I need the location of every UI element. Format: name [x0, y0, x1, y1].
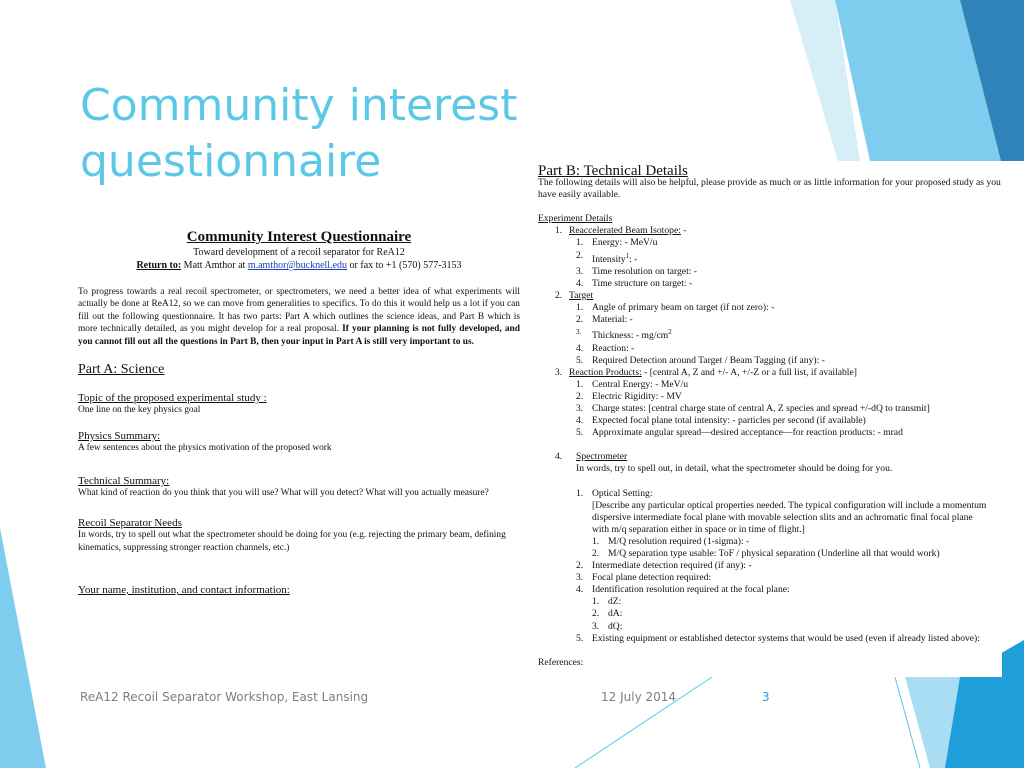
part-b-heading: Part B: Technical Details [538, 163, 688, 179]
list-item-reaction-products: 3. Reaction Products: - [central A, Z and +/- A, +/-Z or a full list, if available] [555, 366, 857, 378]
references-label: References: [538, 656, 584, 668]
list-item-focal-intensity: 4. Expected focal plane total intensity: - particles per second (if available) [576, 415, 866, 427]
spectrometer-intro: In words, try to spell out, in detail, what the spectrometer should be doing for you. [576, 463, 893, 475]
questionnaire-subtitle: Toward development of a recoil separator for ReA12 [193, 247, 405, 258]
list-item-energy: 1. Energy: - MeV/u [576, 237, 658, 249]
list-item-angular-spread: 5. Approximate angular spread—desired acceptance—for reaction products: - mrad [576, 427, 903, 439]
intro-text: To progress towards a real recoil spectrometer, or spectrometers, we need a better idea of what experiments will actually be done at ReA12, so we can move from generalities to specifics. To do this it would help us a lot if you can fill out the following questionnaire. It has two parts: Part A which outlines the science ideas, and Part B which is more technically detailed, as you might develop for a real proposal. [78, 287, 520, 335]
section-topic [78, 392, 520, 416]
left-wedge [0, 528, 46, 768]
fax-text: or fax to +1 (570) 577-3153 [347, 260, 462, 271]
list-item-mq-separation: 2. M/Q separation type usable: ToF / physical separation (Underline all that would work) [592, 548, 940, 559]
intro-paragraph [78, 286, 520, 348]
section-text: One line on the key physics goal [78, 405, 201, 416]
list-item-reaction: 4. Reaction: - [576, 342, 635, 354]
footer-date: 12 July 2014 [601, 690, 677, 704]
section-text: What kind of reaction do you think that you will use? What will you detect? What will you actually measure? [78, 487, 489, 498]
list-item-central-energy: 1. Central Energy: - MeV/u [576, 378, 689, 390]
footer-event: ReA12 Recoil Separator Workshop, East Lansing [80, 690, 369, 704]
section-heading: Recoil Separator Needs [78, 517, 182, 530]
list-item-identification-resolution: 4. Identification resolution required at the focal plane: [576, 584, 790, 596]
list-item-existing-equipment: 5. Existing equipment or established detector systems that would be used (even if already listed above): [576, 632, 980, 644]
list-item-time-resolution: 3. Time resolution on target: - [576, 265, 697, 277]
slide-number: 3 [762, 690, 770, 704]
section-heading: Physics Summary: [78, 430, 161, 443]
optical-description: [Describe any particular optical properties needed. The typical configuration will include a momentum dispersive intermediate focal plane with movable selection slits and an achromatic final focal plane with m/q separation either in space or in time of flight.] [592, 499, 987, 535]
section-recoil-separator-needs [78, 517, 520, 554]
section-heading: Technical Summary: [78, 474, 170, 487]
list-item-material: 2. Material: - [576, 314, 633, 326]
return-label: Return to: [136, 260, 182, 271]
experiment-details-heading: Experiment Details [538, 213, 613, 225]
section-text: In words, try to spell out what the spectrometer should be doing for you (e.g. rejecting the primary beam, defining kinematics, suppressing stronger reaction channels, etc.) [78, 530, 506, 553]
list-item-focal-plane-detection: 3. Focal plane detection required: [576, 572, 712, 584]
return-to-line [78, 259, 520, 272]
section-heading: Your name, institution, and contact information: [78, 584, 290, 597]
slide-title[interactable]: Community interest questionnaire [80, 80, 518, 187]
part-b-intro: The following details will also be helpful, please provide as much or as little information for your proposed study as you have easily available. [538, 177, 1001, 201]
list-item-angle: 1. Angle of primary beam on target (if not zero): - [576, 302, 775, 314]
list-item-dz: 1. dZ: [592, 596, 622, 608]
questionnaire-page-a [78, 225, 520, 645]
section-technical-summary [78, 475, 520, 499]
part-a-heading: Part A: Science [78, 362, 165, 378]
email-link[interactable]: m.amthor@bucknell.edu [247, 260, 348, 271]
list-item-charge-states: 3. Charge states: [central charge state of central A, Z species and spread +/-dQ to transmit] [576, 403, 930, 415]
section-text: A few sentences about the physics motivation of the proposed work [78, 443, 332, 454]
section-contact-info [78, 584, 520, 596]
list-item-electric-rigidity: 2. Electric Rigidity: - MV [576, 390, 682, 402]
list-item-beam-isotope: 1. Reaccelerated Beam Isotope: - [555, 225, 687, 237]
section-heading: Topic of the proposed experimental study : [78, 392, 267, 405]
section-physics-summary [78, 430, 520, 454]
list-item-required-detection: 5. Required Detection around Target / Beam Tagging (if any): - [576, 354, 825, 366]
return-text: Matt Amthor at [181, 260, 248, 271]
list-item-intermediate-detection: 2. Intermediate detection required (if any): - [576, 560, 752, 572]
list-item-dq: 3. dQ: [592, 620, 623, 632]
intro-bold-text: If your planning is not fully developed, and you cannot fill out all the questions in Part B, then your input in Part A is still very important to us. [78, 324, 520, 347]
list-item-target: 2. Target [555, 290, 594, 302]
list-item-time-structure: 4. Time structure on target: - [576, 277, 693, 289]
list-item-intensity: 2. Intensity$^1$: - [576, 249, 638, 265]
list-item-mq-resolution: 1. M/Q resolution required (1-sigma): - [592, 535, 750, 547]
list-item-optical-setting: 1. Optical Setting: [576, 487, 653, 499]
list-item-thickness: 3. Thickness: - $mg/cm^2$ [576, 328, 672, 342]
questionnaire-title: Community Interest Questionnaire [186, 229, 412, 245]
list-item-da: 2. dA: [592, 608, 623, 620]
list-item-spectrometer: 4. Spectrometer [555, 451, 628, 463]
questionnaire-page-b [538, 161, 1002, 677]
